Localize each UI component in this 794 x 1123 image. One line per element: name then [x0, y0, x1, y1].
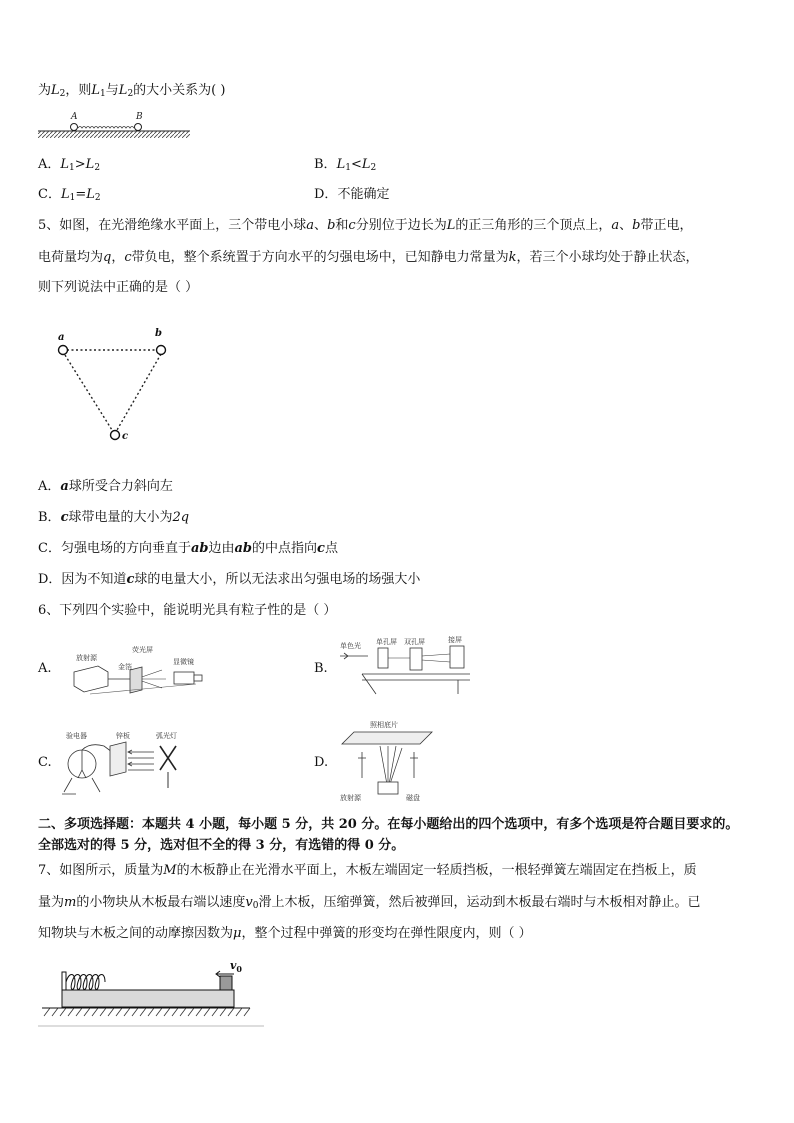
- text-run: 和: [335, 218, 349, 233]
- q6b-double-slit: [410, 648, 422, 670]
- q6-option-a-figure[interactable]: [70, 642, 205, 700]
- section2-instructions-line2: 全部选对的得 5 分，选对但不全的得 3 分，有选错的得 0 分。: [38, 838, 405, 853]
- text-run: a: [60, 479, 69, 494]
- q6d-photo-plate: [342, 732, 432, 744]
- q5-ball-a: [59, 346, 68, 355]
- text-run: 的木板静止在光滑水平面上，木板左端固定一轻质挡板，一根轻弹簧左端固定在挡板上，质: [176, 863, 697, 878]
- text-run: ，整个过程中弹簧的形变均在弹性限度内，则（ ）: [241, 926, 532, 941]
- q7-ground-hatch: [44, 1008, 250, 1016]
- svg-text:磁盘: 磁盘: [406, 794, 420, 802]
- q6c-arc-lamp: [160, 746, 176, 770]
- svg-text:显微镜: 显微镜: [173, 658, 194, 666]
- text-run: ab: [234, 541, 252, 556]
- q6-option-d-key[interactable]: D.: [314, 755, 329, 770]
- q5-label-c: c: [122, 431, 129, 442]
- q5-option-d[interactable]: [38, 571, 420, 589]
- q4-option-a[interactable]: A．$L_1>L_2$: [38, 157, 101, 173]
- q5-stem-line1: [38, 217, 692, 235]
- svg-text:验电器: 验电器: [66, 732, 87, 740]
- text-run: 7、如图所示，质量为: [38, 863, 164, 878]
- q7-block: [220, 976, 232, 990]
- text-run: 知物块与木板之间的动摩擦因数为: [38, 926, 234, 941]
- text-run: 0: [252, 901, 259, 911]
- text-run: 、: [314, 218, 328, 233]
- q5-side-bc: [117, 354, 161, 430]
- q5-stem-line2: [38, 249, 699, 267]
- text-run: a: [306, 218, 315, 233]
- svg-text:双孔屏: 双孔屏: [404, 638, 425, 646]
- text-run: 带正电，: [640, 218, 693, 233]
- q4-label-a: A: [71, 112, 78, 122]
- svg-text:弧光灯: 弧光灯: [156, 732, 177, 740]
- text-run: 的小物块从木板最右端以速度: [76, 895, 246, 910]
- text-run: 球带电量的大小为: [68, 510, 173, 525]
- q4-spring: [78, 127, 134, 129]
- section2-instructions-line1: 二、多项选择题：本题共 4 小题，每小题 5 分，共 20 分。在每小题给出的四个选项中，有多个选项是符合题目要求的。: [38, 817, 739, 832]
- q6d-source-box: [378, 782, 398, 794]
- text-run: ，: [111, 250, 125, 265]
- text-run: C．匀强电场的方向垂直于: [38, 541, 191, 556]
- text-run: 球所受合力斜向左: [68, 479, 173, 494]
- q5-option-b[interactable]: [38, 509, 189, 527]
- text-run: μ: [233, 926, 242, 941]
- q7-board-figure: [38, 952, 266, 1028]
- text-run: v: [245, 895, 253, 910]
- text-run: 球的电量大小，所以无法求出匀强电场的场强大小: [134, 572, 421, 587]
- q6a-source-box: [74, 666, 108, 692]
- text-run: b: [327, 218, 336, 233]
- text-run: M: [163, 863, 177, 878]
- text-run: 的中点指向: [252, 541, 318, 556]
- text-run: a: [611, 218, 620, 233]
- svg-text:单色光: 单色光: [340, 642, 361, 650]
- q6c-zinc-plate: [110, 742, 126, 776]
- q6-option-c-key[interactable]: C.: [38, 755, 52, 770]
- text-run: q: [103, 250, 112, 265]
- q6a-microscope: [174, 672, 194, 684]
- text-run: c: [348, 218, 356, 233]
- text-run: 5、如图，在光滑绝缘水平面上，三个带电小球: [38, 218, 307, 233]
- q4-ball-a: [71, 124, 78, 131]
- q6-stem: 6、下列四个实验中，能说明光具有粒子性的是（ ）: [38, 603, 337, 618]
- q5-label-a: a: [58, 332, 65, 343]
- text-run: m: [64, 895, 77, 910]
- text-run: ，若三个小球均处于静止状态，: [516, 250, 699, 265]
- text-run: 、: [619, 218, 633, 233]
- q4-stem: 为$L_2$，则$L_1$与$L_2$的大小关系为( ): [38, 83, 226, 99]
- q7-velocity-label: $v_0$: [230, 959, 242, 974]
- svg-text:放射源: 放射源: [340, 794, 361, 802]
- text-run: B．: [38, 510, 61, 525]
- text-run: b: [632, 218, 641, 233]
- q6b-bench: [362, 674, 470, 694]
- text-run: 电荷量均为: [38, 250, 104, 265]
- text-run: ab: [190, 541, 209, 556]
- svg-text:接屏: 接屏: [448, 636, 462, 644]
- q7-stem-line1: [38, 862, 697, 880]
- text-run: c: [317, 541, 325, 556]
- text-run: 滑上木板，压缩弹簧，然后被弹回，运动到木板最右端时与木板相对静止。已: [258, 895, 701, 910]
- q5-ball-c: [111, 431, 120, 440]
- q6-option-b-key[interactable]: B.: [314, 661, 328, 676]
- q5-option-a[interactable]: [38, 478, 173, 496]
- q7-spring: [66, 975, 105, 990]
- text-run: 的正三角形的三个顶点上，: [455, 218, 612, 233]
- text-run: 点: [324, 541, 338, 556]
- q6-option-c-figure[interactable]: [60, 728, 200, 800]
- svg-text:荧光屏: 荧光屏: [132, 646, 153, 654]
- svg-text:单孔屏: 单孔屏: [376, 638, 397, 646]
- text-run: 量为: [38, 895, 65, 910]
- q4-ground-hatch: [38, 131, 190, 138]
- svg-text:照相底片: 照相底片: [370, 721, 398, 729]
- q7-stem-line2: [38, 894, 700, 915]
- text-run: 边由: [208, 541, 235, 556]
- text-run: L: [446, 218, 456, 233]
- q5-ball-b: [157, 346, 166, 355]
- text-run: 则下列说法中正确的是（ ）: [38, 280, 199, 295]
- q5-stem-line3: [38, 279, 198, 297]
- svg-text:锌板: 锌板: [116, 732, 130, 740]
- q5-option-c[interactable]: [38, 540, 338, 558]
- q5-triangle-figure: [55, 328, 180, 446]
- q5-label-b: b: [155, 328, 162, 339]
- q4-label-b: B: [136, 112, 143, 122]
- q4-spring-figure: [38, 110, 193, 142]
- text-run: D．因为不知道: [38, 572, 127, 587]
- text-run: 2q: [172, 510, 190, 525]
- q6-option-b-figure[interactable]: [338, 634, 473, 698]
- q7-stem-line3: [38, 925, 532, 943]
- q4-option-c[interactable]: C．$L_1=L_2$: [38, 187, 101, 203]
- svg-text:金箔: 金箔: [118, 663, 132, 671]
- text-run: c: [126, 572, 135, 587]
- text-run: k: [508, 250, 517, 265]
- q4-ball-b: [135, 124, 142, 131]
- q6-option-d-figure[interactable]: [340, 718, 440, 804]
- q6b-single-slit: [378, 648, 388, 668]
- q7-board: [62, 990, 234, 1007]
- text-run: A．: [38, 479, 61, 494]
- text-run: c: [124, 250, 132, 265]
- q7-stopper: [62, 972, 66, 992]
- text-run: c: [60, 510, 69, 525]
- text-run: 分别位于边长为: [355, 218, 447, 233]
- q6b-screen: [450, 646, 464, 668]
- q6-option-a-key[interactable]: A.: [38, 661, 52, 676]
- svg-text:放射源: 放射源: [76, 654, 97, 662]
- q5-side-ac: [65, 355, 112, 430]
- q4-option-b[interactable]: B．$L_1<L_2$: [314, 157, 377, 173]
- text-run: 带负电，整个系统置于方向水平的匀强电场中，已知静电力常量为: [131, 250, 509, 265]
- q6c-light-rays: [128, 752, 154, 770]
- q4-option-d[interactable]: D．不能确定: [314, 187, 390, 202]
